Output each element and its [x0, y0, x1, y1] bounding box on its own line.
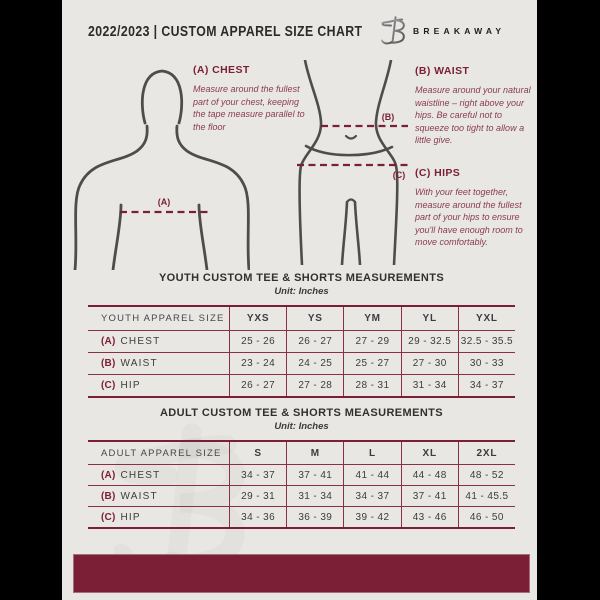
chest-body-text: Measure around the fullest part of your chest, keeping the tape measure parallel to the floor: [193, 84, 305, 132]
youth-size-table: [88, 305, 515, 398]
row-prefix: (A): [101, 336, 116, 347]
row-label: (C) HIP: [88, 506, 229, 527]
hips-body-text: With your feet together, measure around the fullest part of your hips to ensure you'll have enough room to move comfortably.: [415, 187, 523, 247]
table-row: [88, 352, 515, 374]
column-header: YM: [343, 307, 400, 330]
adult-table-unit: Unit: Inches: [274, 421, 329, 432]
adult-size-table: [88, 440, 515, 529]
table-cell: 29 - 32.5: [401, 330, 458, 352]
table-row: [88, 330, 515, 352]
adult-table-title: ADULT CUSTOM TEE & SHORTS MEASUREMENTS: [159, 407, 444, 419]
page-title: 2022/2023 | CUSTOM APPAREL SIZE CHART: [88, 23, 363, 40]
table-cell: 25 - 26: [229, 330, 286, 352]
row-prefix: (B): [101, 358, 116, 369]
table-cell: 24 - 25: [286, 352, 343, 374]
table-row: [88, 374, 515, 396]
column-header: XL: [401, 442, 458, 464]
table-cell: 26 - 27: [286, 330, 343, 352]
table-cell: 23 - 24: [229, 352, 286, 374]
chest-line-label: (A): [157, 197, 171, 207]
table-cell: 39 - 42: [343, 506, 400, 527]
table-cell: 34 - 36: [229, 506, 286, 527]
table-cell: 28 - 31: [343, 374, 400, 396]
table-cell: 32.5 - 35.5: [458, 330, 515, 352]
table-cell: 46 - 50: [458, 506, 515, 527]
row-prefix: (C): [101, 380, 116, 391]
table-cell: 34 - 37: [458, 374, 515, 396]
column-header: YS: [286, 307, 343, 330]
table-cell: 27 - 28: [286, 374, 343, 396]
waist-instructions: [415, 65, 533, 147]
table-header-row: [88, 442, 515, 464]
row-prefix: (C): [101, 511, 116, 523]
table-cell: 26 - 27: [229, 374, 286, 396]
column-header: M: [286, 442, 343, 464]
column-header: YOUTH APPAREL SIZE: [101, 313, 225, 324]
table-cell: 34 - 37: [229, 464, 286, 485]
table-cell: 37 - 41: [286, 464, 343, 485]
chest-instructions: [193, 64, 305, 133]
table-cell: 41 - 45.5: [458, 485, 515, 506]
column-header: L: [343, 442, 400, 464]
table-cell: 48 - 52: [458, 464, 515, 485]
table-cell: 25 - 27: [343, 352, 400, 374]
hips-heading: (C) HIPS: [415, 167, 461, 179]
table-cell: 36 - 39: [286, 506, 343, 527]
column-header: YXL: [458, 307, 515, 330]
waist-line-label: (B): [381, 112, 395, 122]
column-header: S: [229, 442, 286, 464]
table-cell: 31 - 34: [286, 485, 343, 506]
table-cell: 41 - 44: [343, 464, 400, 485]
table-cell: 27 - 29: [343, 330, 400, 352]
row-label: (A) CHEST: [88, 464, 229, 485]
table-cell: 27 - 30: [401, 352, 458, 374]
table-cell: 31 - 34: [401, 374, 458, 396]
row-label: (B) WAIST: [88, 485, 229, 506]
breakaway-b-logo-icon: [380, 15, 408, 45]
column-header: 2XL: [458, 442, 515, 464]
table-cell: 30 - 33: [458, 352, 515, 374]
footer-accent-bar: [73, 554, 530, 593]
waist-body-text: Measure around your natural waistline – right above your hips. Be careful not to squeeze too tight to allow a little give.: [415, 85, 531, 145]
table-cell: 37 - 41: [401, 485, 458, 506]
table-cell: 34 - 37: [343, 485, 400, 506]
row-label: (A) CHEST: [88, 330, 229, 352]
hips-line-label: (C): [392, 170, 406, 180]
column-header: YL: [401, 307, 458, 330]
youth-table-title: YOUTH CUSTOM TEE & SHORTS MEASUREMENTS: [158, 272, 445, 284]
row-prefix: (A): [101, 469, 116, 481]
chest-heading: (A) CHEST: [193, 64, 250, 76]
table-cell: 29 - 31: [229, 485, 286, 506]
row-label: (C) HIP: [88, 374, 229, 396]
hips-instructions: [415, 167, 535, 249]
table-row: [88, 485, 515, 506]
table-header-row: [88, 307, 515, 330]
row-label: (B) WAIST: [88, 352, 229, 374]
column-header: ADULT APPAREL SIZE: [101, 447, 222, 459]
table-row: [88, 464, 515, 485]
table-cell: 44 - 48: [401, 464, 458, 485]
table-cell: 43 - 46: [401, 506, 458, 527]
row-prefix: (B): [101, 490, 116, 502]
brand-name: BREAKAWAY: [413, 26, 506, 36]
size-chart-page: [62, 0, 537, 600]
youth-table-unit: Unit: Inches: [274, 286, 329, 297]
table-row: [88, 506, 515, 527]
waist-heading: (B) WAIST: [415, 65, 470, 77]
column-header: YXS: [229, 307, 286, 330]
